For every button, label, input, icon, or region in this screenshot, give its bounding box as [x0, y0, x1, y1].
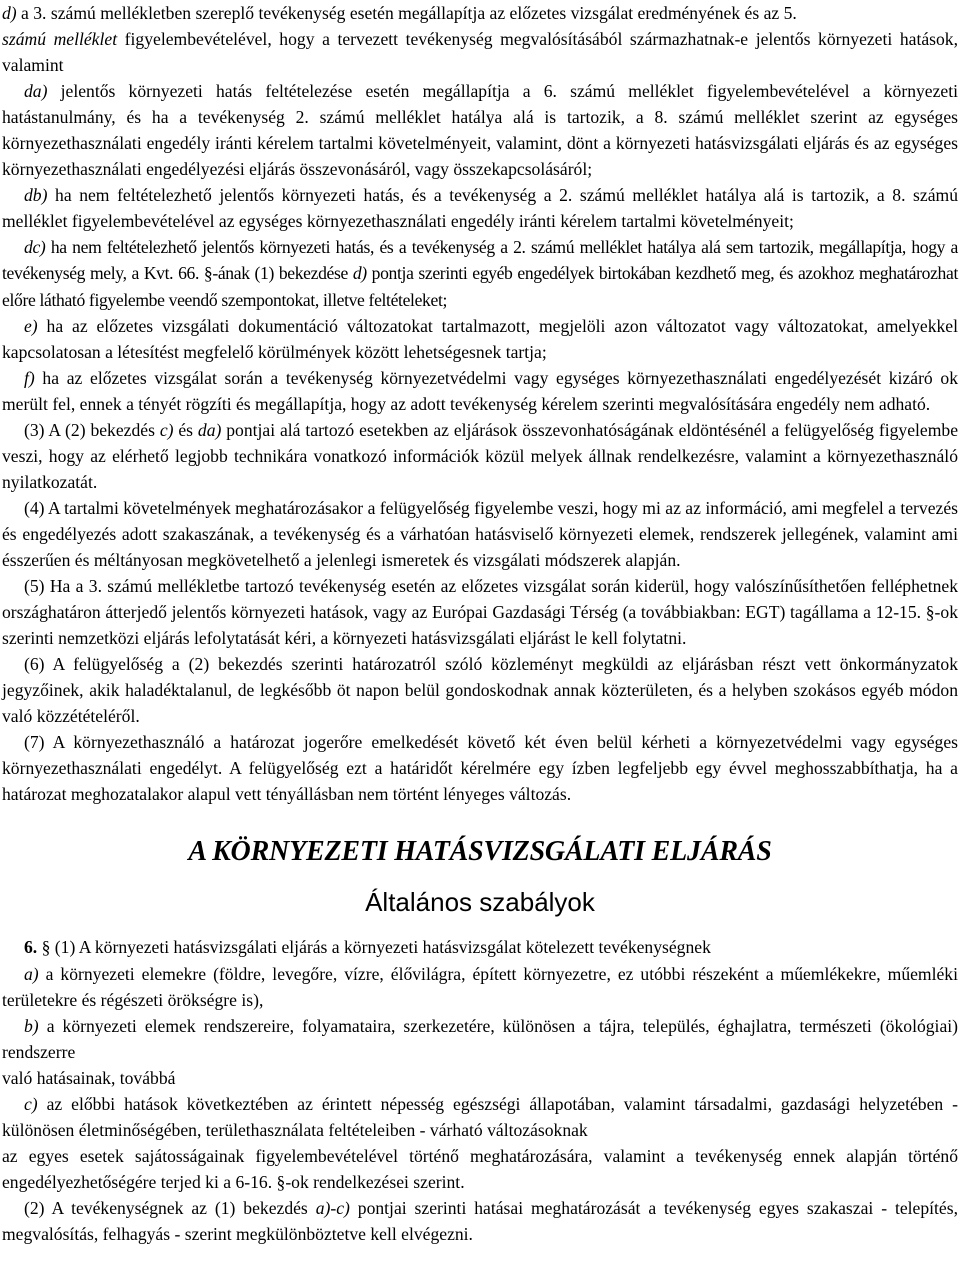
paragraph-da	[2, 78, 958, 182]
paragraph-d	[2, 0, 958, 26]
point-reference: d)	[352, 263, 367, 284]
paragraph-text: pontja szerinti egyéb engedélyek birtokában kezdhető meg, és azokhoz meghatározhat előre látható figyelembe veendő szempontokat, illetve feltételeket;	[2, 263, 958, 310]
paragraph-text: (7) A környezethasználó a határozat jogerőre emelkedését követő két éven belül kérheti a környezetvédelmi vagy egységes környezethasználati engedélyt. A felügyelőség ezt a határidőt kérelmére egy ízben legfeljebb egy évvel meghosszabbíthatja, ha a határozat meghozatalakor alapul vett tényállásban nem történt lényeges változás.	[2, 732, 958, 805]
item-label: c)	[24, 1093, 38, 1114]
chapter-title: A KÖRNYEZETI HATÁSVIZSGÁLATI ELJÁRÁS	[188, 836, 772, 868]
point-reference: da)	[197, 419, 222, 440]
section-6-item-a	[2, 961, 958, 1013]
paragraph-text: (4) A tartalmi követelmények meghatározásakor a felügyelőség figyelembe veszi, hogy mi az az információ, ami megfelel a tervezés és engedélyezés adott szakaszának, a tevékenység és a várhatóan hatásviselő környezeti elemek, rendszerek jellegének, valamint ami ésszerűen és méltányosan megkövetelhető a jelenlegi ismeretek és vizsgálati módszerek alapján.	[2, 497, 958, 570]
paragraph-text: a környezeti elemek rendszereire, folyamataira, szerkezetére, különösen a tájra, település, éghajlatra, természeti (ökológiai) rendszerre	[2, 1015, 958, 1062]
paragraph-annex5	[2, 26, 958, 78]
paragraph-text: a környezeti elemekre (földre, levegőre, vízre, élővilágra, épített környezetre, ez utóbbi részeként a műemlékekre, műemléki területekre és régészeti örökségre is),	[2, 963, 958, 1010]
paragraph-3	[2, 417, 958, 495]
paragraph-text: (2) A tevékenységnek az (1) bekezdés	[24, 1197, 316, 1218]
paragraph-db	[2, 182, 958, 234]
paragraph-5	[2, 573, 958, 651]
section-title: Általános szabályok	[365, 887, 595, 918]
item-label: d)	[2, 3, 17, 23]
section-number: 6.	[24, 937, 38, 958]
paragraph-text: ha nem feltételezhető jelentős környezeti hatás, és a tevékenység a 2. számú melléklet hatálya alá is tartozik, a 8. számú melléklet figyelembevételével az egységes környezethasználati engedély iránti kérelem tartalmi követelményeit;	[2, 185, 958, 232]
item-label: a)	[24, 963, 39, 984]
paragraph-text: ha nem feltételezhető jelentős környezeti hatás, és a tevékenység a 2. számú melléklet hatálya alá sem tartozik, megállapítja, hogy a tevékenység mely, a Kvt. 66. §-ának (1) bekezdése	[2, 237, 958, 284]
paragraph-text: pontjai szerinti hatásai meghatározását a tevékenység egyes szakaszai - telepítés, megvalósítás, felhagyás - szerint megkülönböztetve kell elvégezni.	[2, 1197, 958, 1244]
item-label: da)	[24, 81, 48, 102]
section-6-closing: az egyes esetek sajátosságainak figyelembevételével történő meghatározására, valamint a tevékenység ennek alapján történő engedélyezhetőségére terjed ki a 6-16. §-ok rendelkezései szerint.	[2, 1145, 958, 1192]
section-6-item-b	[2, 1013, 958, 1065]
paragraph-dc	[2, 234, 958, 312]
paragraph-text: az előbbi hatások következtében az érintett népesség egészségi állapotában, valamint társadalmi, gazdasági helyzetében - különösen életminőségében, területhasználata feltételeiben - várható változásoknak	[2, 1093, 958, 1140]
item-label: dc)	[24, 237, 46, 258]
paragraph-text: figyelembevételével, hogy a tervezett tevékenység megvalósításából származhatnak-e jelentős környezeti hatások, valamint	[2, 29, 959, 76]
item-label: db)	[24, 185, 48, 206]
paragraph-text: pontjai alá tartozó esetekben az eljárások összevonhatóságának eldöntésénél a felügyelőség figyelembe veszi, hogy az elérhető legjobb technikára vonatkozó információk közül melyek állnak rendelkezésre, valamint a környezethasználó nyilatkozatát.	[2, 419, 958, 492]
paragraph-text: ha az előzetes vizsgálat során a tevékenység környezetvédelmi vagy egységes környezethasználati engedélyezését kizáró ok merült fel, ennek a tényét rögzíti és megállapítja, hogy az adott tevékenység kérelem szerinti megvalósítására engedély nem adható.	[2, 367, 958, 414]
paragraph-7	[2, 729, 958, 807]
section-6-paragraph-2	[2, 1195, 958, 1247]
section-6-continuation: való hatásainak, továbbá	[2, 1067, 176, 1088]
paragraph-e	[2, 313, 958, 365]
paragraph-text: § (1) A környezeti hatásvizsgálati eljárás a környezeti hatásvizsgálat kötelezett tevékenységnek	[37, 937, 711, 958]
item-label: f)	[24, 367, 35, 388]
paragraph-text: jelentős környezeti hatás feltételezése esetén megállapítja a 6. számú melléklet figyelembevételével a környezeti hatástanulmány, és ha a tevékenység 2. számú melléklet hatálya alá is tartozik, a 8. számú melléklet szerint az egységes környezethasználati engedély iránti kérelem tartalmi követelményeit, valamint, dönt a környezeti hatásvizsgálati eljárás és az egységes környezethasználati engedélyezési eljárás összevonásáról, vagy összekapcsolásáról;	[2, 81, 958, 180]
paragraph-text: ha az előzetes vizsgálati dokumentáció változatokat tartalmazott, megjelöli azon változatot vagy változatokat, amelyekkel kapcsolatosan a létesítést megfelelő körülmények között lehetségesnek tartja;	[2, 315, 958, 362]
paragraph-f	[2, 365, 958, 417]
point-reference: c)	[159, 419, 174, 440]
annex-reference: számú melléklet	[2, 29, 118, 50]
section-6-paragraph-1	[2, 934, 958, 960]
paragraph-text: a 3. számú mellékletben szereplő tevékenység esetén megállapítja az előzetes vizsgálat eredményének és az 5.	[16, 3, 797, 23]
paragraph-6	[2, 651, 958, 729]
paragraph-text: (6) A felügyelőség a (2) bekezdés szerinti határozatról szóló közleményt megküldi az eljárásban részt vett önkormányzatok jegyzőinek, akik haladéktalanul, de legkésőbb öt napon belül gondoskodnak annak közterületen, és a helyben szokásos egyéb módon való közzétételéről.	[2, 654, 958, 727]
paragraph-text: (3) A (2) bekezdés	[24, 419, 160, 440]
paragraph-text: (5) Ha a 3. számú mellékletbe tartozó tevékenység esetén az előzetes vizsgálat során kiderül, hogy valószínűsíthetően felléphetnek országhatáron átterjedő jelentős környezeti hatások, vagy az Európai Gazdasági Térség (a továbbiakban: EGT) tagállama a 12-15. §-ok szerinti nemzetközi eljárás lefolytatását kéri, a környezeti hatásvizsgálati eljárást le kell folytatni.	[2, 576, 958, 649]
item-label: b)	[24, 1015, 39, 1036]
point-reference: a)-c)	[315, 1197, 350, 1218]
item-label: e)	[24, 315, 38, 336]
section-6-item-c	[2, 1091, 958, 1143]
paragraph-4	[2, 495, 958, 573]
paragraph-text: és	[173, 419, 198, 440]
